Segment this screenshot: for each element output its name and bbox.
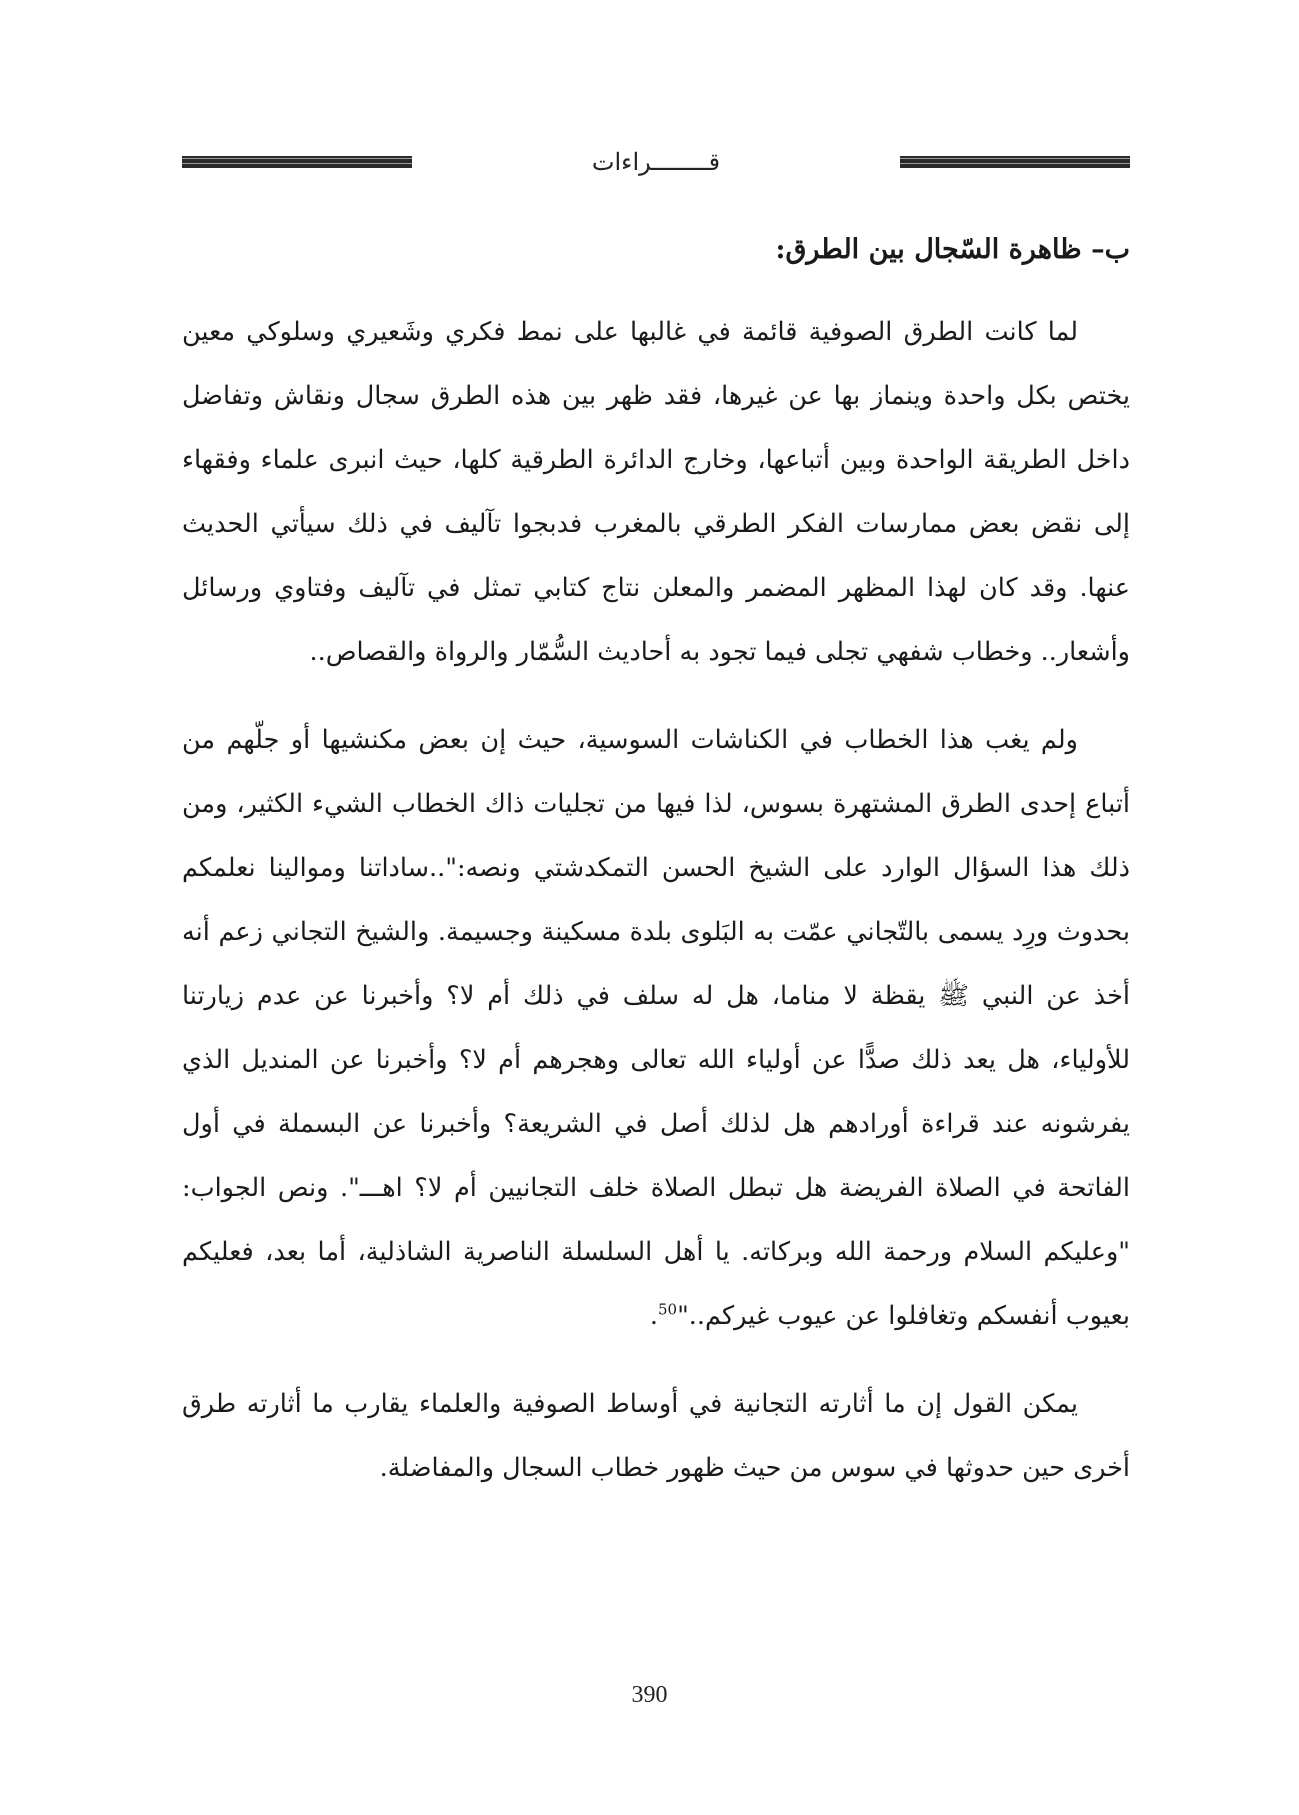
paragraph-2-text: ولم يغب هذا الخطاب في الكناشات السوسية، حيث إن بعض مكنشيها أو جلّهم من أتباع إحدى الطرق المشتهرة بسوس، لذا فيها من تجليات ذاك الخطاب الشيء الكثير، ومن ذلك هذا السؤال الوارد على الشيخ الحسن التمكدشتي ونصه:"..ساداتنا وموالينا نعلمكم بحدوث ورِد يسمى بالتّجاني عمّت به البَلوى بلدة مسكينة وجسيمة. والشيخ التجاني زعم أنه أخذ عن النبي ﷺ يقظة لا مناما، هل له سلف في ذلك أم لا؟ وأخبرنا عن عدم زيارتنا للأولياء، هل يعد ذلك صدًّا عن أولياء الله تعالى وهجرهم أم لا؟ وأخبرنا عن المنديل الذي يفرشونه عند قراءة أورادهم هل لذلك أصل في الشريعة؟ وأخبرنا عن البسملة في أول الفاتحة في الصلاة الفريضة هل تبطل الصلاة خلف التجانيين أم لا؟ اهـــ". ونص الجواب: "وعليكم السلام ورحمة الله وبركاته. يا أهل السلسلة الناصرية الشاذلية، أما بعد، فعليكم بعيوب أنفسكم وتغافلوا عن عيوب غيركم.." [182,725,1130,1331]
paragraph-1: لما كانت الطرق الصوفية قائمة في غالبها على نمط فكري وشَعيري وسلوكي معين يختص بكل واحدة وينماز بها عن غيرها، فقد ظهر بين هذه الطرق سجال ونقاش وتفاضل داخل الطريقة الواحدة وبين أتباعها، وخارج الدائرة الطرقية كلها، حيث انبرى علماء وفقهاء إلى نقض بعض ممارسات الفكر الطرقي بالمغرب فدبجوا تآليف في ذلك سيأتي الحديث عنها. وقد كان لهذا المظهر المضمر والمعلن نتاج كتابي تمثل في تآليف وفتاوي ورسائل وأشعار.. وخطاب شفهي تجلى فيما تجود به أحاديث السُّمّار والرواة والقصاص.. [182,317,1130,667]
running-header-title: قــــــــراءات [591,148,721,176]
header-rule-right [900,156,1130,168]
body-text [182,222,1130,1524]
section-heading: ب– ظاهرة السّجال بين الطرق: [775,234,1130,265]
paragraph-2-end: . [649,1301,658,1331]
running-header [182,150,1130,174]
paragraph-2 [182,708,1130,1348]
footnote-reference[interactable]: 50 [657,1300,678,1319]
page-number: 390 [631,1682,668,1708]
paragraph-3: يمكن القول إن ما أثارته التجانية في أوساط الصوفية والعلماء يقارب ما أثارته طرق أخرى حين حدوثها في سوس من حيث ظهور خطاب السجال والمفاضلة. [182,1389,1130,1483]
header-rule-left [182,156,412,168]
